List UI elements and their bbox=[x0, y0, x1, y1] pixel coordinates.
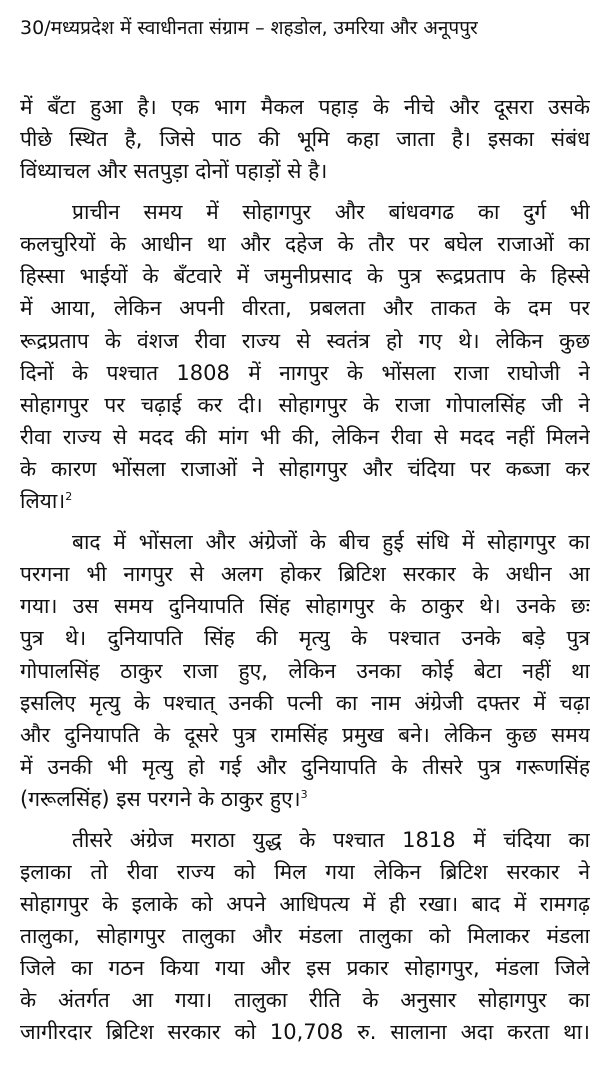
text-line: पुत्र थे। दुनियापति सिंह की मृत्यु के पश्चात उनके बड़े पुत्र bbox=[20, 626, 590, 650]
text-line: लिया।$^2$ bbox=[20, 489, 73, 513]
text-line: के अंतर्गत आ गया। तालुका रीति के अनुसार सोहागपुर का bbox=[20, 988, 590, 1012]
text-line: सोहागपुर पर चढ़ाई कर दी। सोहागपुर के राजा गोपालसिंह जी ने bbox=[20, 393, 590, 417]
text-line: इलाका तो रीवा राज्य को मिल गया लेकिन ब्रिटिश सरकार ने bbox=[20, 860, 590, 884]
text-line: रूद्रप्रताप के वंशज रीवा राज्य से स्वतंत्र हो गए थे। लेकिन कुछ bbox=[20, 329, 590, 353]
text-line: (गरूलसिंह) इस परगने के ठाकुर हुए।$^3$ bbox=[20, 787, 308, 811]
text-line: तालुका, सोहागपुर तालुका और मंडला तालुका को मिलाकर मंडला bbox=[20, 924, 590, 948]
running-title: मध्यप्रदेश में स्वाधीनता संग्राम – शहडोल, उमरिया और अनूपपुर bbox=[50, 17, 478, 39]
page-number: 30/ bbox=[20, 17, 51, 39]
text-line: कलचुरियों के आधीन था और दहेज के तौर पर बघेल राजाओं का bbox=[20, 232, 590, 256]
text-line: जिले का गठन किया गया और इस प्रकार सोहागपुर, मंडला जिले bbox=[20, 956, 590, 980]
text-line: सोहागपुर के इलाके को अपने आधिपत्य में ही रखा। बाद में रामगढ़ bbox=[20, 892, 590, 916]
text-line: जागीरदार ब्रिटिश सरकार को 10,708 रु. सालाना अदा करता था। bbox=[20, 1020, 590, 1044]
text-line: परगना भी नागपुर से अलग होकर ब्रिटिश सरकार के अधीन आ bbox=[20, 562, 590, 586]
text-line: तीसरे अंग्रेज मराठा युद्ध के पश्चात 1818 में चंदिया का bbox=[72, 828, 590, 852]
text-line: के कारण भोंसला राजाओं ने सोहागपुर और चंदिया पर कब्जा कर bbox=[20, 457, 590, 481]
footnote-ref: 2 bbox=[65, 490, 73, 503]
text-line: पीछे स्थित है, जिसे पाठ की भूमि कहा जाता है। इसका संबंध bbox=[20, 127, 590, 151]
text-line: में बँटा हुआ है। एक भाग मैकल पहाड़ के नीचे और दूसरा उसके bbox=[20, 95, 590, 119]
text-line: रीवा राज्य से मदद की मांग भी की, लेकिन रीवा से मदद नहीं मिलने bbox=[20, 425, 590, 449]
text-line: दिनों के पश्चात 1808 में नागपुर के भोंसला राजा राघोजी ने bbox=[20, 361, 590, 385]
text-line: बाद में भोंसला और अंग्रेजों के बीच हुई संधि में सोहागपुर का bbox=[72, 530, 590, 554]
text-line: विंध्याचल और सतपुड़ा दोनों पहाड़ों से है। bbox=[20, 159, 328, 183]
text-line: प्राचीन समय में सोहागपुर और बांधवगढ का दुर्ग भी bbox=[72, 200, 590, 224]
text-line: गोपालसिंह ठाकुर राजा हुए, लेकिन उनका कोई बेटा नहीं था bbox=[20, 659, 590, 683]
text-line: में आया, लेकिन अपनी वीरता, प्रबलता और ताकत के दम पर bbox=[20, 296, 590, 320]
text-line: और दुनियापति के दूसरे पुत्र रामसिंह प्रमुख बने। लेकिन कुछ समय bbox=[20, 723, 590, 747]
text-line: हिस्सा भाईयों के बँटवारे में जमुनीप्रसाद के पुत्र रूद्रप्रताप के हिस्से bbox=[20, 264, 590, 288]
footnote-ref: 3 bbox=[300, 788, 308, 801]
text-line: गया। उस समय दुनियापति सिंह सोहागपुर के ठाकुर थे। उनके छः bbox=[20, 594, 590, 618]
text-line: में उनकी भी मृत्यु हो गई और दुनियापति के तीसरे पुत्र गरूणसिंह bbox=[20, 755, 590, 779]
page-header bbox=[20, 8, 590, 48]
text-line: इसलिए मृत्यु के पश्चात् उनकी पत्नी का नाम अंग्रेजी दफ्तर में चढ़ा bbox=[20, 691, 590, 715]
